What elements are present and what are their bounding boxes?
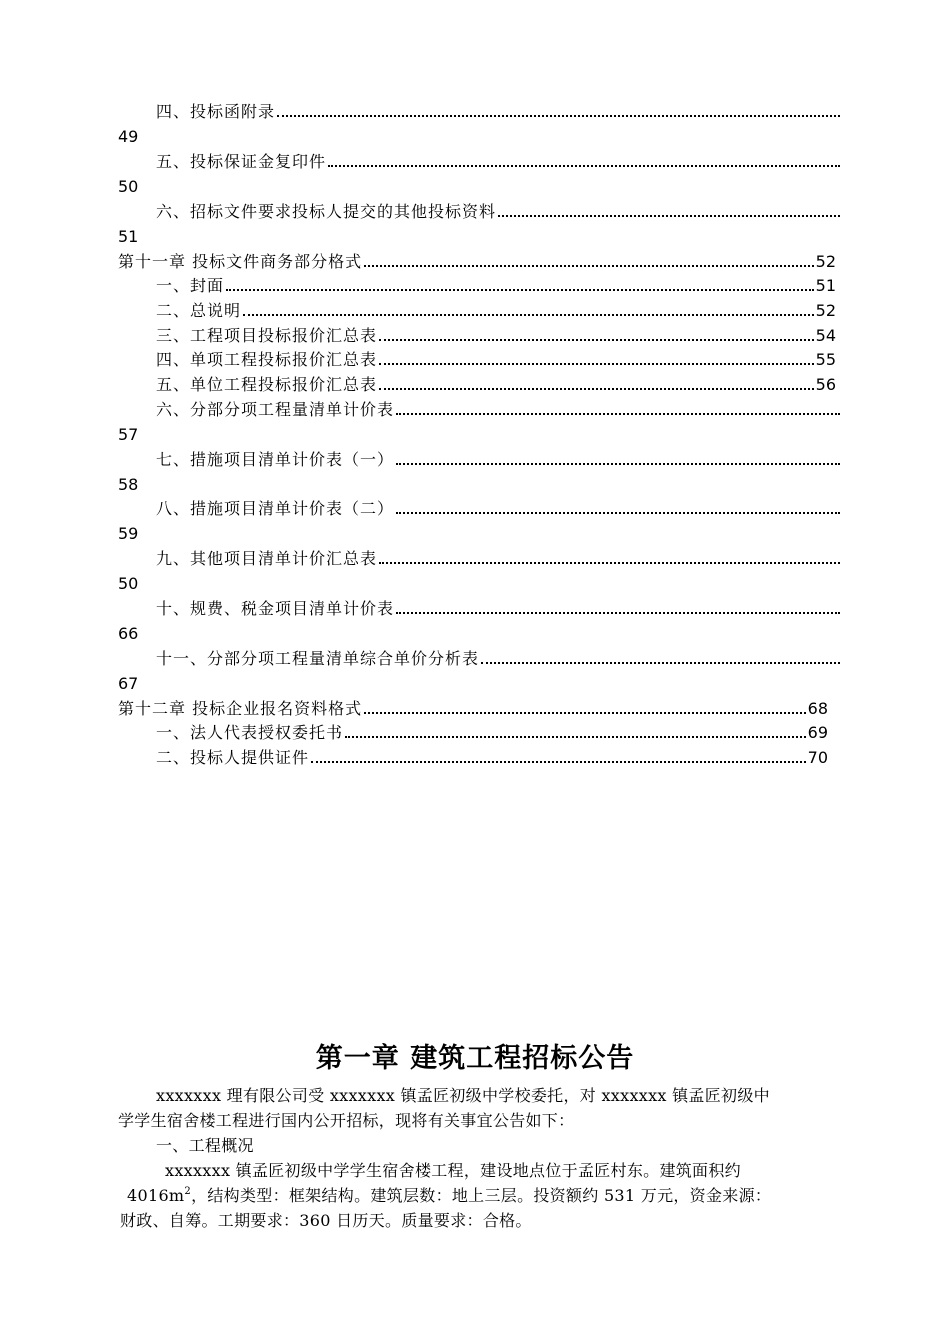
toc-entry-label: 六、分部分项工程量清单计价表 <box>156 400 395 419</box>
toc-entry-label: 七、措施项目清单计价表（一） <box>156 450 395 469</box>
toc-entry-label: 六、招标文件要求投标人提交的其他投标资料 <box>156 202 497 221</box>
toc-entry[interactable] <box>156 398 840 422</box>
toc-entry-label: 一、封面 <box>156 276 225 295</box>
toc-entry-label: 十一、分部分项工程量清单综合单价分析表 <box>156 649 480 668</box>
toc-entry-page: 69 <box>807 723 828 742</box>
toc-leader <box>364 712 806 714</box>
toc-entry-page: 68 <box>807 699 828 718</box>
toc-entry-label: 四、单项工程投标报价汇总表 <box>156 350 378 369</box>
toc-leader <box>396 413 840 415</box>
toc-entry-label: 九、其他项目清单计价汇总表 <box>156 549 378 568</box>
toc-entry[interactable] <box>156 324 836 348</box>
toc-entry-page: 70 <box>807 748 828 767</box>
toc-leader <box>345 736 806 738</box>
toc-leader <box>396 612 840 614</box>
toc-entry-page: 49 <box>118 127 139 146</box>
toc-entry[interactable] <box>156 746 828 770</box>
toc-leader <box>277 115 840 117</box>
toc-entry[interactable] <box>156 448 840 472</box>
intro-paragraph-line: 学学生宿舍楼工程进行国内公开招标，现将有关事宜公告如下： <box>118 1111 575 1130</box>
toc-entry-page: 55 <box>815 350 836 369</box>
toc-leader <box>226 289 814 291</box>
toc-entry-label: 一、法人代表授权委托书 <box>156 723 344 742</box>
area-unit-superscript: 2 <box>184 1186 192 1197</box>
toc-leader <box>243 314 814 316</box>
toc-chapter-entry[interactable] <box>118 697 828 721</box>
intro-paragraph-line: xxxxxxx 理有限公司受 xxxxxxx 镇孟匠初级中学校委托，对 xxxxxxx 镇孟匠初级中 <box>156 1086 770 1105</box>
section-paragraph-line: xxxxxxx 镇孟匠初级中学学生宿舍楼工程，建设地点位于孟匠村东。建筑面积约 <box>165 1161 741 1180</box>
toc-entry[interactable] <box>156 150 840 174</box>
section-heading: 一、工程概况 <box>156 1136 254 1155</box>
toc-entry-page: 66 <box>118 624 139 643</box>
toc-entry-page: 67 <box>118 674 139 693</box>
toc-entry[interactable] <box>156 597 840 621</box>
toc-entry-page: 50 <box>118 177 139 196</box>
toc-entry-label: 十、规费、税金项目清单计价表 <box>156 599 395 618</box>
toc-entry[interactable] <box>156 721 828 745</box>
toc-leader <box>396 463 840 465</box>
chapter-title: 第一章 建筑工程招标公告 <box>315 1043 635 1074</box>
toc-chapter-entry[interactable] <box>118 250 836 274</box>
toc-leader <box>379 339 814 341</box>
toc-entry-page: 57 <box>118 425 139 444</box>
section-paragraph-line <box>127 1183 771 1209</box>
toc-entry[interactable] <box>156 497 840 521</box>
toc-leader <box>328 165 840 167</box>
toc-entry-label: 三、工程项目投标报价汇总表 <box>156 326 378 345</box>
toc-entry[interactable] <box>156 373 836 397</box>
toc-entry[interactable] <box>156 200 840 224</box>
toc-entry[interactable] <box>156 299 836 323</box>
toc-entry-label: 五、投标保证金复印件 <box>156 152 327 171</box>
toc-entry-page: 50 <box>118 574 139 593</box>
toc-entry[interactable] <box>156 647 840 671</box>
toc-leader <box>311 761 806 763</box>
toc-entry-label: 四、投标函附录 <box>156 102 276 121</box>
toc-entry-page: 58 <box>118 475 139 494</box>
toc-entry[interactable] <box>156 348 836 372</box>
toc-leader <box>379 388 814 390</box>
toc-entry-page: 54 <box>815 326 836 345</box>
toc-leader <box>481 662 840 664</box>
toc-entry-page: 51 <box>118 227 139 246</box>
toc-leader <box>379 562 840 564</box>
toc-entry-label: 八、措施项目清单计价表（二） <box>156 499 395 518</box>
toc-entry-page: 52 <box>815 301 836 320</box>
toc-entry-page: 52 <box>815 252 836 271</box>
toc-leader <box>498 215 840 217</box>
toc-entry[interactable] <box>156 100 840 124</box>
toc-entry-label: 二、投标人提供证件 <box>156 748 310 767</box>
toc-entry-page: 59 <box>118 524 139 543</box>
area-value: 4016m <box>127 1186 185 1205</box>
toc-entry-label: 第十一章 投标文件商务部分格式 <box>118 252 363 271</box>
toc-entry-label: 二、总说明 <box>156 301 242 320</box>
toc-leader <box>379 363 814 365</box>
section-paragraph-line: 财政、自筹。工期要求：360 日历天。质量要求：合格。 <box>120 1211 532 1230</box>
toc-entry-label: 五、单位工程投标报价汇总表 <box>156 375 378 394</box>
section-paragraph-text: ，结构类型：框架结构。建筑层数：地上三层。投资额约 531 万元，资金来源： <box>191 1186 772 1205</box>
toc-entry-label: 第十二章 投标企业报名资料格式 <box>118 699 363 718</box>
toc-leader <box>364 265 814 267</box>
toc-entry-page: 51 <box>815 276 836 295</box>
toc-entry-page: 56 <box>815 375 836 394</box>
toc-entry[interactable] <box>156 274 836 298</box>
toc-entry[interactable] <box>156 547 840 571</box>
toc-leader <box>396 512 840 514</box>
